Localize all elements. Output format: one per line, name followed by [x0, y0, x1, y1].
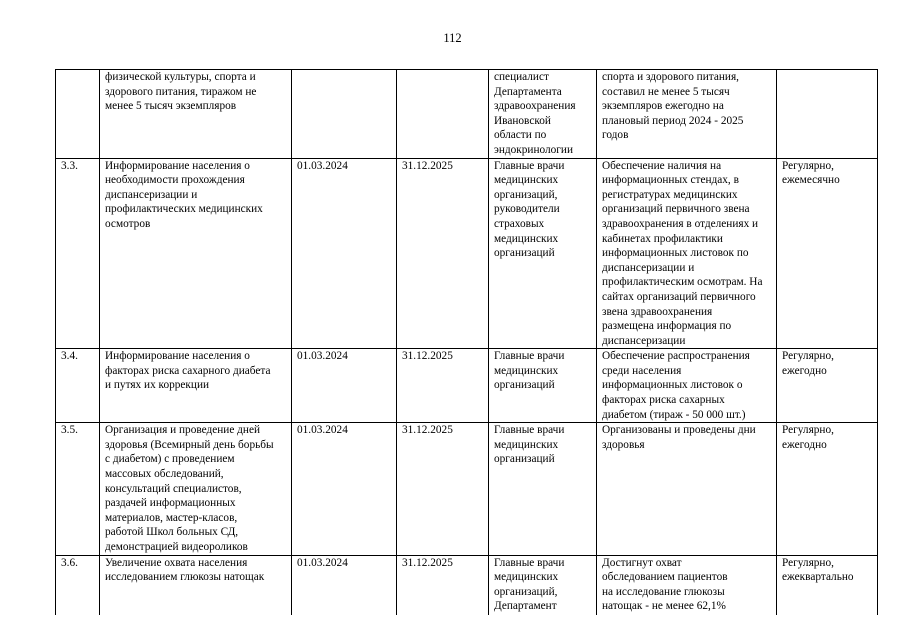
cell-text-line: экземпляров ежегодно на	[602, 100, 724, 113]
cell-text-line: Обеспечение распространения	[602, 350, 750, 363]
cell-text-line: Департамента	[494, 85, 562, 98]
table-row	[56, 555, 878, 615]
cell-text-line: организаций	[494, 453, 555, 466]
responsible-cell	[489, 70, 597, 159]
table-row	[56, 158, 878, 349]
cell-text-line: регистратурах медицинских	[602, 188, 738, 201]
cell-text-line: звена здравоохранения	[602, 305, 713, 318]
cell-text-line: здравоохранения	[494, 100, 576, 113]
end-date-cell	[397, 158, 489, 349]
cell-text-line: диспансеризации и	[105, 188, 198, 201]
cell-text-line: Информирование населения о	[105, 159, 250, 172]
cell-text-line: обследованием пациентов	[602, 571, 728, 584]
expected-result-cell	[597, 70, 777, 159]
cell-text-line: факторах риска сахарного диабета	[105, 364, 271, 377]
cell-text-line: страховых	[494, 217, 545, 230]
cell-text-line: области по	[494, 129, 547, 142]
table-row	[56, 349, 878, 423]
periodicity-cell	[777, 555, 878, 615]
item-number-cell	[56, 70, 100, 159]
measure-cell	[100, 555, 292, 615]
cell-text-line: плановый период 2024 - 2025	[602, 114, 744, 127]
measure-cell	[100, 423, 292, 555]
cell-text-line: организаций первичного звена	[602, 203, 750, 216]
responsible-cell	[489, 158, 597, 349]
item-number-cell	[56, 158, 100, 349]
cell-text: 01.03.2024	[297, 556, 348, 569]
cell-text: 01.03.2024	[297, 424, 348, 437]
start-date-cell	[292, 158, 397, 349]
measure-cell	[100, 349, 292, 423]
cell-text-line: демонстрацией видеороликов	[105, 541, 248, 553]
cell-text-line: специалист	[494, 71, 549, 83]
periodicity-cell	[777, 70, 878, 159]
cell-text-line: организаций,	[494, 585, 558, 598]
cell-text-line: Информирование населения о	[105, 350, 250, 363]
cell-text-line: диспансеризации	[602, 334, 686, 347]
cell-text-line: ежегодно	[782, 438, 827, 451]
cell-text-line: ежемесячно	[782, 174, 840, 187]
cell-text-line: Организация и проведение дней	[105, 424, 261, 437]
cell-text-line: Регулярно,	[782, 424, 834, 437]
cell-text: 3.5.	[61, 424, 78, 437]
end-date-cell	[397, 349, 489, 423]
cell-text-line: организаций	[494, 247, 555, 260]
responsible-cell	[489, 423, 597, 555]
cell-text-line: Главные врачи	[494, 159, 565, 172]
cell-text-line: и путях их коррекции	[105, 379, 210, 392]
end-date-cell	[397, 423, 489, 555]
cell-text-line: Ивановской	[494, 114, 551, 127]
start-date-cell	[292, 70, 397, 159]
cell-text-line: профилактическим осмотрам. На	[602, 276, 763, 289]
cell-text-line: профилактических медицинских	[105, 203, 263, 216]
cell-text-line: здоровья	[602, 438, 645, 451]
cell-text-line: годов	[602, 129, 629, 142]
cell-text-line: массовых обследований,	[105, 468, 224, 481]
cell-text-line: Регулярно,	[782, 350, 834, 363]
cell-text-line: медицинских	[494, 232, 559, 245]
cell-text-line: информационных стендах, в	[602, 174, 739, 187]
cell-text-line: здорового питания, тиражом не	[105, 85, 257, 98]
expected-result-cell	[597, 555, 777, 615]
cell-text-line: среди населения	[602, 364, 682, 377]
expected-result-cell	[597, 349, 777, 423]
cell-text-line: Департамент	[494, 600, 557, 613]
cell-text-line: здравоохранения в отделениях и	[602, 217, 759, 230]
cell-text-line: медицинских	[494, 438, 559, 451]
cell-text-line: раздачей информационных	[105, 497, 236, 510]
cell-text-line: организаций	[494, 379, 555, 392]
cell-text-line: медицинских	[494, 174, 559, 187]
cell-text-line: необходимости прохождения	[105, 174, 245, 187]
start-date-cell	[292, 423, 397, 555]
cell-text-line: медицинских	[494, 571, 559, 584]
cell-text-line: эндокринологии	[494, 143, 574, 156]
start-date-cell	[292, 555, 397, 615]
cell-text: 3.3.	[61, 159, 78, 172]
cell-text-line: информационных листовок о	[602, 379, 743, 392]
expected-result-cell	[597, 158, 777, 349]
periodicity-cell	[777, 349, 878, 423]
cell-text: 01.03.2024	[297, 350, 348, 363]
table-row	[56, 423, 878, 555]
action-plan-table	[55, 69, 878, 615]
cell-text-line: ежегодно	[782, 364, 827, 377]
cell-text: 31.12.2025	[402, 159, 453, 172]
start-date-cell	[292, 349, 397, 423]
cell-text-line: натощак - не менее 62,1%	[602, 600, 726, 613]
item-number-cell	[56, 555, 100, 615]
cell-text-line: спорта и здорового питания,	[602, 71, 739, 83]
cell-text-line: диспансеризации и	[602, 261, 695, 274]
periodicity-cell	[777, 423, 878, 555]
cell-text-line: Регулярно,	[782, 159, 834, 172]
cell-text-line: составил не менее 5 тысяч	[602, 85, 730, 98]
cell-text-line: ежеквартально	[782, 571, 854, 584]
measure-cell	[100, 70, 292, 159]
cell-text-line: физической культуры, спорта и	[105, 71, 256, 83]
cell-text-line: Организованы и проведены дни	[602, 424, 756, 437]
cell-text-line: работой Школ больных СД,	[105, 526, 239, 539]
cell-text: 31.12.2025	[402, 556, 453, 569]
cell-text-line: Главные врачи	[494, 556, 565, 569]
cell-text: 01.03.2024	[297, 159, 348, 172]
cell-text-line: материалов, мастер-класов,	[105, 511, 238, 524]
cell-text: 31.12.2025	[402, 350, 453, 363]
cell-text-line: Обеспечение наличия на	[602, 159, 722, 172]
cell-text-line: Увеличение охвата населения	[105, 556, 248, 569]
cell-text: 31.12.2025	[402, 424, 453, 437]
cell-text-line: сайтах организаций первичного	[602, 290, 756, 303]
cell-text-line: Достигнут охват	[602, 556, 682, 569]
cell-text-line: Главные врачи	[494, 350, 565, 363]
cell-text-line: Регулярно,	[782, 556, 834, 569]
item-number-cell	[56, 423, 100, 555]
cell-text-line: кабинетах профилактики	[602, 232, 723, 245]
cell-text-line: факторах риска сахарных	[602, 394, 725, 407]
responsible-cell	[489, 349, 597, 423]
cell-text: 3.4.	[61, 350, 78, 363]
cell-text-line: исследованием глюкозы натощак	[105, 571, 265, 584]
cell-text-line: информационных листовок по	[602, 247, 749, 260]
table-row	[56, 70, 878, 159]
page-number: 112	[443, 31, 462, 45]
measure-cell	[100, 158, 292, 349]
cell-text-line: диабетом (тираж - 50 000 шт.)	[602, 408, 746, 421]
periodicity-cell	[777, 158, 878, 349]
end-date-cell	[397, 555, 489, 615]
expected-result-cell	[597, 423, 777, 555]
responsible-cell	[489, 555, 597, 615]
end-date-cell	[397, 70, 489, 159]
cell-text-line: осмотров	[105, 217, 151, 230]
cell-text-line: Главные врачи	[494, 424, 565, 437]
cell-text-line: руководители	[494, 203, 560, 216]
cell-text-line: консультаций специалистов,	[105, 482, 242, 495]
item-number-cell	[56, 349, 100, 423]
cell-text-line: организаций,	[494, 188, 558, 201]
cell-text-line: размещена информация по	[602, 320, 732, 333]
cell-text-line: менее 5 тысяч экземпляров	[105, 100, 237, 113]
cell-text-line: на исследование глюкозы	[602, 585, 725, 598]
cell-text-line: здоровья (Всемирный день борьбы	[105, 438, 274, 451]
cell-text-line: с диабетом) с проведением	[105, 453, 235, 466]
cell-text-line: медицинских	[494, 364, 559, 377]
cell-text: 3.6.	[61, 556, 78, 569]
